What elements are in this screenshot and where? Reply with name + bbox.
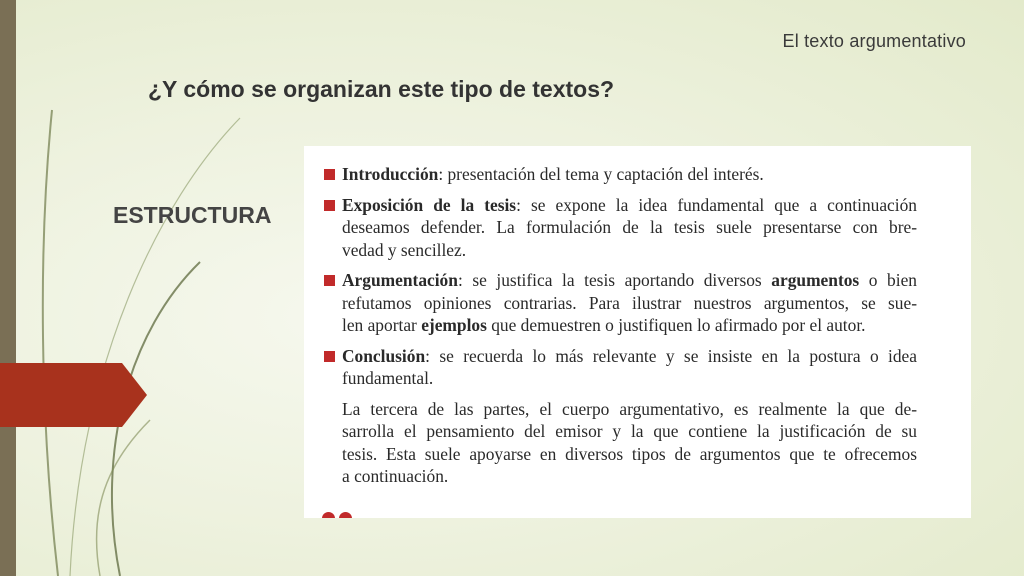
- emphasis-ejemplos: ejemplos: [421, 315, 487, 335]
- bullet-square: [324, 169, 335, 180]
- presentation-subtitle: El texto argumentativo: [782, 31, 966, 51]
- bullet-square: [324, 351, 335, 362]
- item-text: : se justifica la tesis aportando diversos: [457, 270, 772, 290]
- item-text: : se recuerda lo más relevante y se insiste en la postura o idea: [425, 345, 917, 366]
- emphasis-argumentos: argumentos: [771, 270, 860, 290]
- cropped-heading-fragment: [322, 512, 362, 518]
- bullet-square: [324, 275, 335, 286]
- paragraph-line: sarrolla el pensamiento del emisor y la que contiene la justificación de su: [342, 421, 917, 441]
- section-label: ESTRUCTURA: [113, 202, 272, 228]
- item-text: que demuestren o justifiquen lo afirmado por el autor.: [486, 315, 866, 335]
- item-text: len aportar: [342, 315, 422, 335]
- paragraph-line: a continuación.: [342, 466, 449, 486]
- slide-title: ¿Y cómo se organizan este tipo de textos?: [148, 76, 615, 102]
- paragraph-line: La tercera de las partes, el cuerpo argumentativo, es realmente la que de-: [342, 398, 917, 419]
- list-item-introduccion: [324, 163, 917, 186]
- list-item-argumentacion: [324, 269, 917, 337]
- term-conclusion: Conclusión: [342, 345, 426, 366]
- term-exposicion: Exposición de la tesis: [342, 194, 517, 215]
- term-introduccion: Introducción: [342, 164, 439, 184]
- term-argumentacion: Argumentación: [342, 270, 458, 290]
- item-text: vedad y sencillez.: [342, 239, 467, 260]
- item-text: deseamos defender. La formulación de la tesis suele presentarse con bre-: [342, 217, 917, 237]
- item-text: o bien: [859, 270, 917, 290]
- structure-textbox: [304, 146, 971, 518]
- list-item-conclusion: [324, 345, 917, 390]
- list-item-exposicion: [324, 194, 917, 262]
- item-text: : presentación del tema y captación del interés.: [438, 164, 764, 184]
- item-text: refutamos opiniones contrarias. Para ilustrar nuestros argumentos, se sue-: [342, 292, 917, 313]
- item-text: : se expone la idea fundamental que a continuación: [516, 194, 917, 215]
- left-accent-bar: [0, 0, 16, 576]
- arrow-banner-shape: [0, 363, 147, 427]
- item-text: fundamental.: [342, 368, 434, 388]
- closing-paragraph: [324, 398, 917, 488]
- paragraph-line: tesis. Esta suele apoyarse en diversos tipos de argumentos que te ofrecemos: [342, 443, 917, 464]
- bullet-square: [324, 200, 335, 211]
